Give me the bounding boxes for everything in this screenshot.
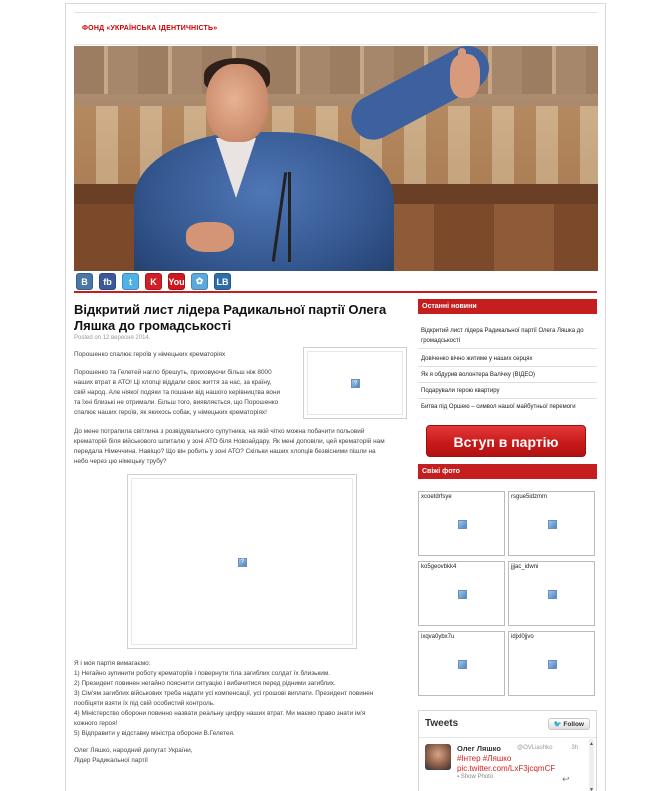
demand-line: 1) Негайно зупинити роботу крематоріїв і повернути тіла загиблих солдат їх близьким. [74, 670, 330, 677]
demand-line: Я і моя партія вимагаємо: [74, 660, 151, 667]
paragraph-line: небо через цю німецьку трубу? [74, 458, 167, 465]
paragraph-line: спалює наших героїв, як якихось собак, у німецьких крематоріях! [74, 409, 267, 416]
demand-line: 5) Відправити у відставку міністра оборони В.Гелетея. [74, 730, 235, 737]
follow-button[interactable]: 🐦 Follow [548, 718, 591, 730]
fresh-photo-thumb[interactable] [418, 561, 505, 626]
tweet-time[interactable]: 3h [571, 745, 578, 751]
demand-line: 3) Сім'ям загиблих військових треба надати усі компенсації, усі грошові виплати. Президент повинен [74, 690, 374, 697]
news-divider [418, 398, 597, 399]
paragraph-line: наших втрат в АТО! Ці хлопці віддали своє життя за нас, за країну, [74, 379, 272, 386]
share-icons [76, 273, 231, 293]
paragraph-line: та їхні близькі не отримали. Більш того, виявляється, що Порошенко [74, 399, 279, 406]
article-date: Posted on 12 вересня 2014. [74, 335, 151, 341]
lj-icon[interactable]: LB [214, 273, 231, 290]
join-party-button[interactable]: Вступ в партію [426, 425, 586, 457]
reply-icon[interactable]: ↩ [562, 774, 570, 784]
tweets-title: Tweets [425, 718, 459, 729]
photo-caption: idjxl0jjvo [511, 634, 534, 640]
site-brand-link[interactable]: ФОНД «УКРАЇНСЬКА ІДЕНТИЧНІСТЬ» [82, 25, 218, 32]
page-container [65, 3, 606, 791]
latest-news-item[interactable]: Битва під Оршею – символ нашої майбутньої перемоги [421, 404, 576, 410]
scroll-up-icon[interactable]: ▲ [589, 741, 594, 747]
youtube-icon[interactable]: You [168, 273, 185, 290]
photo-caption: jjjac_idwni [511, 564, 539, 570]
latest-news-header: Останні новини [418, 299, 597, 314]
article-title: Відкритий лист лідера Радикальної партії Олега Ляшка до громадськості [74, 302, 387, 333]
news-divider [418, 348, 597, 349]
article-lead: Порошенко спалює героїв у німецьких крематоріях [74, 351, 226, 358]
header-divider [74, 44, 597, 45]
broken-image-icon [548, 660, 557, 669]
klass-icon[interactable]: K [145, 273, 162, 290]
show-photo-link[interactable]: ▪ Show Photo [457, 774, 494, 780]
photo-caption: ko5geovbkk4 [421, 564, 457, 570]
follow-label: Follow [563, 721, 584, 728]
photo-caption: ixqva0ybx7u [421, 634, 455, 640]
blog-icon[interactable]: ✿ [191, 273, 208, 290]
fresh-photo-thumb[interactable] [418, 491, 505, 556]
twitter-icon[interactable]: t [122, 273, 139, 290]
tweet-handle[interactable]: @OVLiashko [517, 745, 553, 751]
article-paragraph-2 [74, 427, 404, 467]
latest-news-item[interactable]: Як я обдурив волонтера Валічку (ВІДЕО) [421, 372, 535, 378]
tweets-scrollbar[interactable] [589, 739, 594, 791]
demand-line: пообіцяти взяти їх під свій особистий контроль. [74, 700, 215, 707]
latest-news-item[interactable]: Відкритий лист лідера Радикальної партії Олега Ляшка до громадськості [421, 328, 584, 344]
broken-image-icon [458, 520, 467, 529]
twitter-widget [418, 710, 597, 791]
show-photo-label: Show Photo [460, 774, 494, 780]
broken-image-icon: ? [351, 379, 360, 388]
red-divider [74, 291, 597, 293]
paragraph-line: свій народ. Але ніякої подяки та пошани від нашого керівництва вони [74, 389, 281, 396]
article-image-2 [127, 474, 357, 649]
fresh-photo-thumb[interactable] [508, 631, 595, 696]
tweet-avatar[interactable] [425, 744, 451, 770]
paragraph-line: До мене потрапила світлина з розвідувального супутника, на якій чітко можна побачити польовий [74, 428, 365, 435]
vkontakte-icon[interactable]: B [76, 273, 93, 290]
scroll-down-icon[interactable]: ▼ [589, 787, 594, 791]
paragraph-line: передала Німеччина. Навіщо? Що він робить у зоні АТО? Скільки наших хлопців безвісними пішли на [74, 448, 376, 455]
tweet-text[interactable]: #Інтер #Ляшко pic.twitter.com/LxF3jcqmCF [457, 754, 556, 773]
photo-caption: xcoetdrfsye [421, 494, 452, 500]
article-signature [74, 746, 404, 766]
news-divider [418, 366, 597, 367]
article-image-1 [303, 347, 407, 419]
broken-image-icon [458, 660, 467, 669]
broken-image-icon: ? [238, 558, 247, 567]
top-divider [74, 12, 597, 13]
photo-caption: rsgue5idzmm [511, 494, 548, 500]
facebook-icon[interactable]: fb [99, 273, 116, 290]
paragraph-line: Порошенко та Гелетей нагло брешуть, приховуючи більш ніж 8000 [74, 369, 272, 376]
broken-image-icon [458, 590, 467, 599]
broken-image-icon [548, 590, 557, 599]
signature-line: Олег Ляшко, народний депутат України, [74, 747, 193, 754]
fresh-photos-header: Свіжі фото [418, 464, 597, 479]
latest-news-item[interactable]: Довіченко вічно житиме у наших серцях [421, 356, 533, 362]
demand-line: 4) Міністерство оборони повинно назвати реальну цифру наших втрат. Ми маємо право знати ім'я [74, 710, 366, 717]
demand-line: кожного героя! [74, 720, 118, 727]
fresh-photo-thumb[interactable] [508, 491, 595, 556]
latest-news-item[interactable]: Подарували герою квартиру [421, 388, 500, 394]
hero-photo [74, 46, 598, 271]
demand-line: 2) Президент повинен негайно пояснити ситуацію і вибачитися перед рідними загиблих. [74, 680, 336, 687]
article-paragraph-1 [74, 368, 304, 418]
fresh-photo-thumb[interactable] [508, 561, 595, 626]
fresh-photo-thumb[interactable] [418, 631, 505, 696]
tweet-author[interactable]: Олег Ляшко [457, 744, 501, 753]
news-divider [418, 382, 597, 383]
article-demands [74, 659, 404, 739]
paragraph-line: крематорій біля військового шпиталю у зоні АТО біля Новоайдару. Як мені доповіли, цей крематорій нам [74, 438, 385, 445]
signature-line: Лідер Радикальної партії [74, 757, 148, 764]
broken-image-icon [548, 520, 557, 529]
